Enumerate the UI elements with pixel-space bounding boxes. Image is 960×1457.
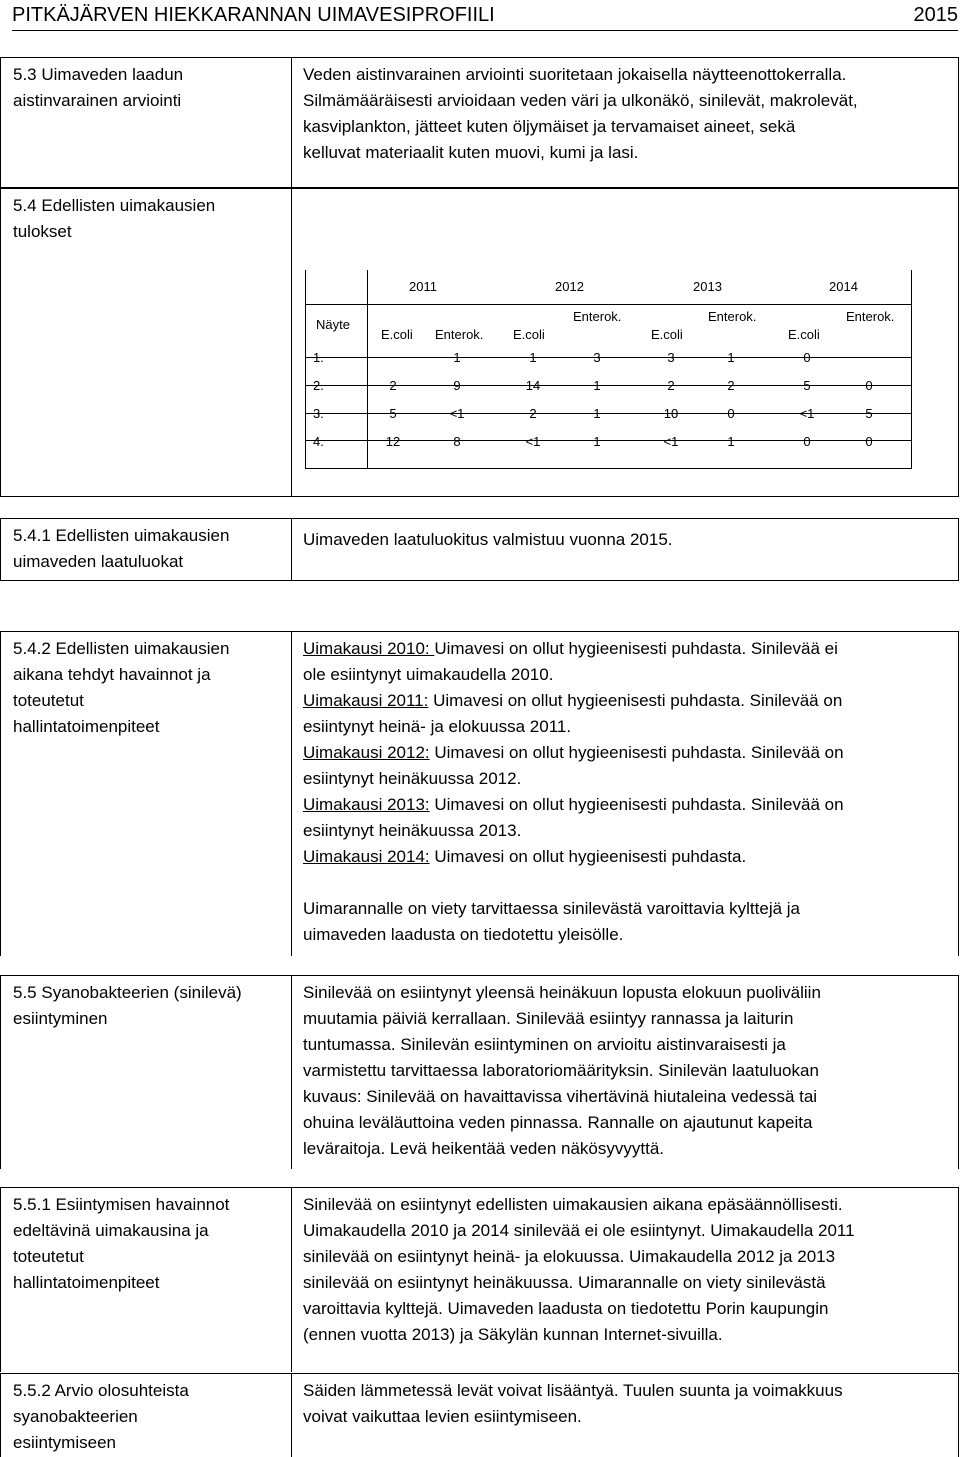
season-label: Uimakausi 2010: (303, 639, 435, 658)
season-text: Uimavesi on ollut hygieenisesti puhdasta. Sinilevää on (428, 691, 843, 710)
section-5-4-1 (0, 518, 960, 581)
season-label: Uimakausi 2011: (303, 691, 429, 710)
document-year: 2015 (913, 4, 958, 26)
table-cell: 1 (529, 350, 537, 365)
section-5-4-1-label: 5.4.1 Edellisten uimakausien uimaveden laatuluokat (0, 518, 291, 581)
col-ecoli: E.coli (513, 327, 545, 342)
section-5-4-2 (0, 631, 960, 956)
table-cell: 0 (803, 434, 811, 449)
season-text: Uimavesi on ollut hygieenisesti puhdasta. (429, 847, 747, 866)
table-cell: <1 (663, 434, 679, 449)
year-header: 2012 (555, 279, 584, 294)
sample-number: 3. (313, 406, 324, 421)
section-5-5-1-content: Sinilevää on esiintynyt edellisten uimakausien aikana epäsäännöllisesti. Uimakaudella 2010 ja 2014 sinilevää ei ole esiintynyt. Uimakaudella 2011 sinilevää on esiintynyt heinä- ja elokuussa. Uimakaudella 2012 ja 2013 sinilevää on esiintynyt heinäkuussa. Uimarannalle on viety sinilevästä varoittavia kylttejä. Uimaveden laadusta on tiedotettu Porin kaupungin (ennen vuotta 2013) ja Säkylän kunnan Internet-sivuilla. (291, 1187, 959, 1372)
page-header (12, 0, 958, 31)
table-cell: 8 (453, 434, 461, 449)
section-5-5-2-content: Säiden lämmetessä levät voivat lisääntyä. Tuulen suunta ja voimakkuus voivat vaikuttaa levien esiintymiseen. (291, 1373, 959, 1457)
year-header: 2011 (409, 279, 437, 294)
section-5-4-2-label: 5.4.2 Edellisten uimakausien aikana tehdyt havainnot ja toteutetut hallintatoimenpiteet (0, 631, 291, 956)
season-entry (303, 740, 950, 766)
season-label: Uimakausi 2014: (303, 847, 430, 866)
table-cell: 1 (453, 350, 461, 365)
section-5-5-1 (0, 1187, 960, 1372)
section-5-5-2 (0, 1373, 960, 1457)
table-cell: 9 (453, 378, 461, 393)
season-text-cont: esiintynyt heinä- ja elokuussa 2011. (303, 717, 572, 736)
section-5-5-1-label: 5.5.1 Esiintymisen havainnot edeltävinä uimakausina ja toteutetut hallintatoimenpiteet (0, 1187, 291, 1372)
table-cell: 12 (385, 434, 401, 449)
season-label: Uimakausi 2013: (303, 795, 430, 814)
table-cell: 1 (593, 406, 601, 421)
table-cell: 0 (803, 350, 811, 365)
section-5-4-1-content: Uimaveden laatuluokitus valmistuu vuonna 2015. (291, 518, 959, 581)
sample-number: 4. (313, 434, 324, 449)
season-text-cont: esiintynyt heinäkuussa 2013. (303, 821, 522, 840)
table-cell: 0 (865, 434, 873, 449)
col-ecoli: E.coli (381, 327, 413, 342)
table-cell: 3 (593, 350, 601, 365)
results-table (305, 270, 912, 469)
section-5-5-content: Sinilevää on esiintynyt yleensä heinäkuun lopusta elokuun puoliväliin muutamia päiviä kerrallaan. Sinilevää esiintyy rannassa ja laiturin tuntumassa. Sinilevän esiintyminen on arvioitu aistinvaraisesti ja varmistettu tarvittaessa laboratoriomäärityksin. Sinilevän laatuluokan kuvaus: Sinilevää on havaittavissa vihertävinä hiutaleina vedessä tai ohuina leväläuttoina veden pinnassa. Rannalle on ajautunut kapeita leväraitoja. Levä heikentää veden näkösyvyyttä. (291, 975, 959, 1169)
table-cell: 0 (865, 378, 873, 393)
table-cell: <1 (449, 406, 465, 421)
table-cell: 2 (389, 378, 397, 393)
season-text-cont: ole esiintynyt uimakaudella 2010. (303, 665, 554, 684)
section-5-3-label: 5.3 Uimaveden laadun aistinvarainen arviointi (0, 57, 291, 188)
table-cell: <1 (799, 406, 815, 421)
table-cell: 2 (667, 378, 675, 393)
season-label: Uimakausi 2012: (303, 743, 430, 762)
section-5-4-label: 5.4 Edellisten uimakausien tulokset (0, 188, 291, 497)
table-cell: 10 (663, 406, 679, 421)
table-cell: 2 (727, 378, 735, 393)
table-cell: 5 (803, 378, 811, 393)
year-header: 2013 (693, 279, 722, 294)
season-entry (303, 844, 950, 870)
section-5-3-content: Veden aistinvarainen arviointi suoritetaan jokaisella näytteenottokerralla. Silmämääräisesti arvioidaan veden väri ja ulkonäkö, sinilevät, makrolevät, kasviplankton, jätteet kuten öljymäiset ja tervamaiset aineet, sekä kelluvat materiaalit kuten muovi, kumi ja lasi. (291, 57, 959, 188)
season-text-cont: esiintynyt heinäkuussa 2012. (303, 769, 522, 788)
col-enterok: Enterok. (708, 309, 757, 324)
sample-number: 2. (313, 378, 324, 393)
sample-number: 1. (313, 350, 324, 365)
table-cell: 1 (593, 434, 601, 449)
table-cell: 2 (529, 406, 537, 421)
section-5-3 (0, 57, 960, 188)
col-enterok: Enterok. (435, 327, 484, 342)
signage-note: Uimarannalle on viety tarvittaessa sinilevästä varoittavia kylttejä ja (303, 899, 801, 918)
table-cell: 1 (593, 378, 601, 393)
section-5-4-2-content (291, 631, 959, 956)
col-enterok: Enterok. (573, 309, 622, 324)
section-5-5 (0, 975, 960, 1169)
season-text: Uimavesi on ollut hygieenisesti puhdasta. Sinilevää ei (434, 639, 838, 658)
table-cell: <1 (525, 434, 541, 449)
season-entry (303, 792, 950, 818)
season-text: Uimavesi on ollut hygieenisesti puhdasta. Sinilevää on (429, 743, 844, 762)
season-entries (303, 636, 950, 870)
table-cell: 1 (727, 350, 735, 365)
signage-note: uimaveden laadusta on tiedotettu yleisölle. (303, 925, 624, 944)
col-ecoli: E.coli (651, 327, 683, 342)
section-5-5-label: 5.5 Syanobakteerien (sinilevä) esiintyminen (0, 975, 291, 1169)
season-entry (303, 688, 950, 714)
col-enterok: Enterok. (846, 309, 895, 324)
year-header: 2014 (829, 279, 858, 294)
table-cell: 14 (525, 378, 541, 393)
table-cell: 0 (727, 406, 735, 421)
col-ecoli: E.coli (788, 327, 820, 342)
table-cell: 3 (667, 350, 675, 365)
table-cell: 1 (727, 434, 735, 449)
section-5-5-2-label: 5.5.2 Arvio olosuhteista syanobakteerien esiintymiseen (0, 1373, 291, 1457)
table-cell: 5 (865, 406, 873, 421)
document-title: PITKÄJÄRVEN HIEKKARANNAN UIMAVESIPROFIILI (12, 4, 495, 26)
season-entry (303, 636, 950, 662)
sample-header: Näyte (316, 317, 350, 332)
table-cell: 5 (389, 406, 397, 421)
season-text: Uimavesi on ollut hygieenisesti puhdasta. Sinilevää on (429, 795, 844, 814)
